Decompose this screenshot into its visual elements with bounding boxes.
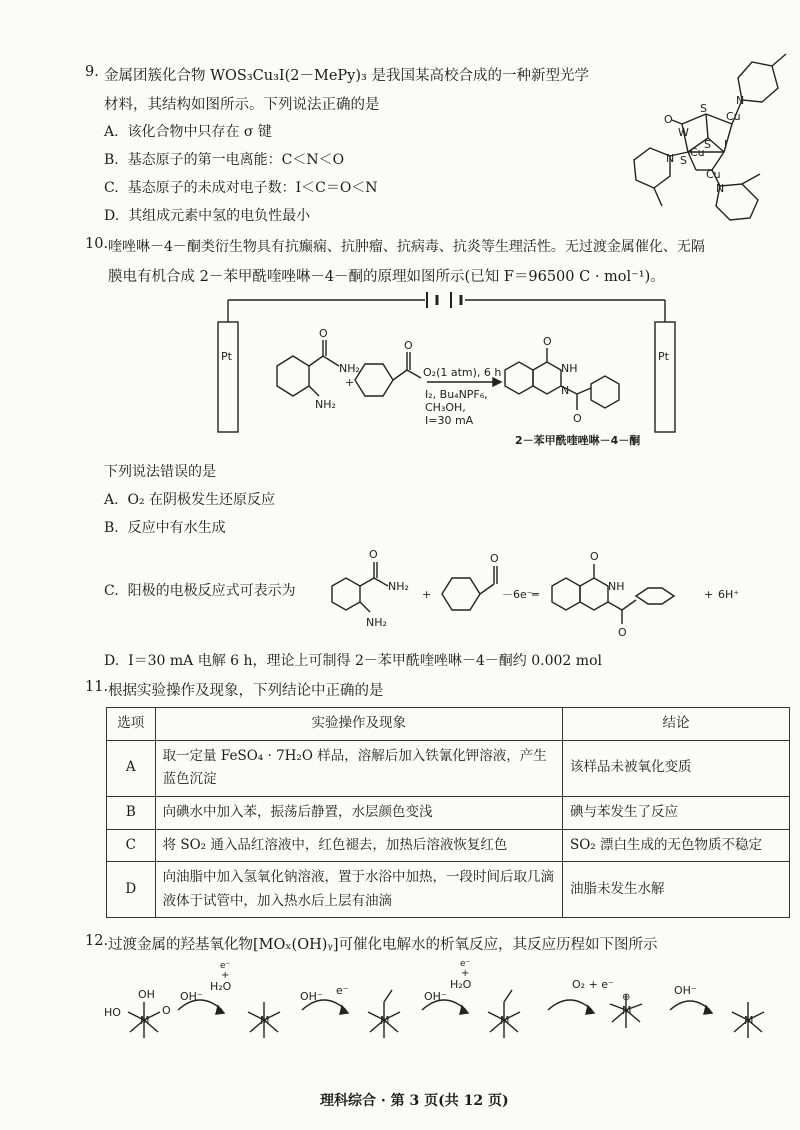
oh-label: OH: [138, 988, 155, 1001]
q10-number: 10.: [85, 236, 109, 252]
q10-electrolysis-diagram: [215, 290, 685, 452]
r1-amide-nh2: NH₂: [339, 362, 360, 375]
q9-option-b[interactable]: B. 基态原子的第一电离能：C＜N＜O: [104, 152, 345, 168]
table-row[interactable]: [107, 740, 790, 796]
q9-stem-line2: 材料，其结构如图所示。下列说法正确的是: [104, 97, 380, 113]
row-operation: 向碘水中加入苯，振荡后静置，水层颜色变浅: [155, 796, 562, 829]
table-row[interactable]: [107, 796, 790, 829]
p-nh: NH: [561, 362, 578, 375]
q10-stem-line1: 喹唑啉－4－酮类衍生物具有抗癫痫、抗肿瘤、抗病毒、抗炎等生理活性。无过渡金属催化、无隔: [108, 239, 705, 255]
arrow2-oh: OH⁻: [300, 990, 323, 1003]
q9-atom-s2: S: [704, 138, 711, 151]
cond-o2: O₂(1 atm), 6 h: [423, 366, 502, 379]
q9-atom-i: I: [724, 138, 728, 151]
table-row[interactable]: [107, 862, 790, 918]
header-conclusion: 结论: [563, 708, 790, 741]
row-conclusion: 该样品未被氧化变质: [563, 740, 790, 796]
q11-stem: 根据实验操作及现象，下列结论中正确的是: [108, 683, 384, 699]
q9-atom-cu1: Cu: [726, 110, 741, 123]
arrow4-o2: O₂ + e⁻: [572, 978, 614, 991]
q12-stem: 过渡金属的羟基氧化物[MOₓ(OH)ᵧ]可催化电解水的析氧反应，其反应历程如下图所示: [108, 937, 658, 953]
table-row[interactable]: [107, 829, 790, 862]
arrow1-oh: OH⁻: [180, 990, 203, 1003]
arrow5-oh: OH⁻: [674, 984, 697, 997]
m-atom-3: M: [380, 1014, 390, 1027]
q9-atom-n2: N: [666, 152, 675, 165]
o-label: O: [162, 1004, 171, 1017]
eq-r1-nh2b: NH₂: [366, 616, 387, 629]
arrow1-h2o: H₂O: [210, 980, 232, 993]
eq-plus1: +: [422, 588, 432, 601]
r1-amine-nh2: NH₂: [315, 398, 336, 411]
p-n: N: [561, 384, 570, 397]
oplus-label: ⊕: [622, 992, 631, 1003]
row-operation: 向油脂中加入氢氧化钠溶液，置于水浴中加热，一段时间后取几滴液体于试管中，加入热水后上层有油滴: [155, 862, 562, 918]
diagram-plus: +: [345, 376, 355, 389]
q10-option-a[interactable]: A. O₂ 在阴极发生还原反应: [104, 492, 276, 508]
ho-label: HO: [104, 1006, 121, 1019]
q9-atom-s3: S: [680, 154, 687, 167]
q9-option-c[interactable]: C. 基态原子的未成对电子数：I＜C＝O＜N: [104, 180, 378, 196]
cond-methanol: CH₃OH,: [425, 401, 466, 414]
arrow3-oh: OH⁻: [424, 990, 447, 1003]
q9-atom-n1: N: [736, 94, 745, 107]
right-electrode: [655, 322, 675, 432]
arrow3-plus: +: [461, 968, 470, 979]
m-atom-5: M: [622, 1004, 632, 1017]
arrow1-plus: +: [221, 970, 230, 981]
row-option: A: [107, 740, 156, 796]
header-option: 选项: [107, 708, 156, 741]
left-electrode-label: Pt: [221, 350, 232, 363]
row-option: D: [107, 862, 156, 918]
cond-iodine: I₂, Bu₄NPF₆,: [425, 388, 488, 401]
q9-atom-cu2: Cu: [690, 146, 705, 159]
right-electrode-label: Pt: [658, 350, 669, 363]
q10-stem-line2: 膜电有机合成 2－苯甲酰喹唑啉－4－酮的原理如图所示(已知 F＝96500 C · mol⁻¹)。: [108, 269, 665, 285]
eq-p-ketone-o: O: [618, 626, 627, 638]
row-conclusion: SO₂ 漂白生成的无色物质不稳定: [563, 829, 790, 862]
q9-stem-line1: 金属团簇化合物 WOS₃Cu₃I(2－MePy)₃ 是我国某高校合成的一种新型光学: [104, 68, 589, 84]
q10-option-c-equation: [318, 538, 790, 638]
arrow3-e: e⁻: [460, 959, 471, 969]
q9-option-a[interactable]: A. 该化合物中只存在 σ 键: [104, 124, 272, 140]
row-operation: 取一定量 FeSO₄ · 7H₂O 样品，溶解后加入铁氰化钾溶液，产生蓝色沉淀: [155, 740, 562, 796]
q9-atom-w: W: [678, 126, 689, 139]
eq-plus2: +: [704, 588, 714, 601]
cond-current: I=30 mA: [425, 414, 474, 427]
row-option: C: [107, 829, 156, 862]
page-footer: 理科综合 · 第 3 页(共 12 页): [320, 1093, 509, 1109]
q9-number: 9.: [85, 64, 99, 80]
m-atom-4: M: [500, 1014, 510, 1027]
q9-cluster-structure: [620, 52, 795, 222]
eq-h-plus: 6H⁺: [718, 588, 740, 601]
q11-number: 11.: [85, 679, 109, 695]
m-atom-6: M: [744, 1014, 754, 1027]
table-header-row: [107, 708, 790, 741]
row-option: B: [107, 796, 156, 829]
r2-carbonyl-o: O: [404, 339, 413, 352]
eq-r2-o: O: [490, 552, 499, 565]
r1-carbonyl-o: O: [319, 327, 328, 340]
eq-minus-e: －6e⁻: [502, 588, 533, 601]
q10-option-c[interactable]: C. 阳极的电极反应式可表示为: [104, 583, 296, 599]
q9-option-d[interactable]: D. 其组成元素中氢的电负性最小: [104, 208, 311, 224]
eq-p-o: O: [590, 550, 599, 563]
q9-atom-cu3: Cu: [706, 168, 721, 181]
q10-option-b[interactable]: B. 反应中有水生成: [104, 520, 226, 536]
q9-atom-o: O: [664, 113, 673, 126]
product-name: 2－苯甲酰喹唑啉－4－酮: [515, 434, 641, 447]
eq-r1-nh2: NH₂: [388, 580, 409, 593]
q11-table: [106, 707, 790, 918]
left-electrode: [218, 322, 238, 432]
m-atom-2: M: [260, 1014, 270, 1027]
q10-prompt: 下列说法错误的是: [104, 464, 216, 480]
arrow3-h2o: H₂O: [450, 978, 472, 991]
q9-atom-s1: S: [700, 102, 707, 115]
q10-option-d[interactable]: D. I＝30 mA 电解 6 h，理论上可制得 2－苯甲酰喹唑啉－4－酮约 0.002 mol: [104, 653, 602, 669]
header-operation: 实验操作及现象: [155, 708, 562, 741]
arrow2-e: e⁻: [336, 984, 349, 997]
eq-p-nh: NH: [608, 580, 625, 593]
row-operation: 将 SO₂ 通入品红溶液中，红色褪去，加热后溶液恢复红色: [155, 829, 562, 862]
q12-reaction-mechanism: [100, 958, 790, 1068]
eq-equals: ═: [532, 588, 539, 601]
p-carbonyl-o: O: [543, 335, 552, 348]
eq-r1-o: O: [369, 548, 378, 561]
m-atom-1: M: [140, 1014, 150, 1027]
q9-atom-n3: N: [716, 182, 725, 195]
q12-number: 12.: [85, 933, 109, 949]
arrow1-e: e⁻: [220, 961, 231, 971]
p-ketone-o: O: [573, 412, 582, 425]
row-conclusion: 碘与苯发生了反应: [563, 796, 790, 829]
row-conclusion: 油脂未发生水解: [563, 862, 790, 918]
